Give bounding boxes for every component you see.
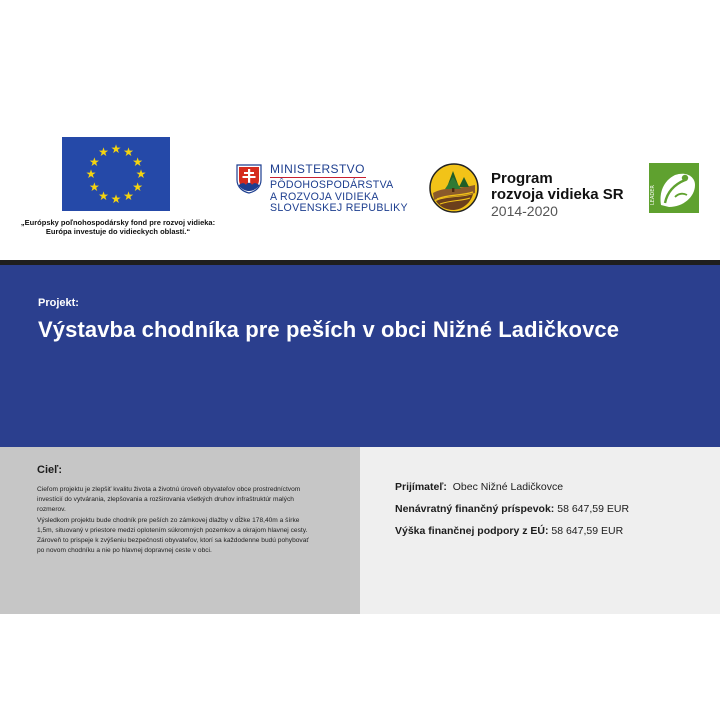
eu-star-icon: ★	[132, 154, 144, 169]
eu-caption-line1: „Európsky poľnohospodársky fond pre rozvoj vidieka:	[20, 218, 216, 227]
ministry-line3: A ROZVOJA VIDIEKA	[270, 190, 379, 203]
project-band	[0, 265, 720, 447]
goal-line: Cieľom projektu je zlepšiť kvalitu života a životnú úroveň obyvateľov obce prostredníctvom	[37, 486, 301, 493]
goal-text	[37, 485, 335, 556]
project-title: Výstavba chodníka pre peších v obci Nižné Ladičkovce	[38, 317, 620, 342]
goal-line: rozmerov.	[37, 506, 66, 514]
eu-star-icon: ★	[123, 145, 134, 160]
eu-star-icon: ★	[110, 142, 122, 156]
goal-heading: Cieľ:	[37, 464, 63, 476]
eu-support-label: Výška finančnej podpory z EÚ:	[395, 525, 549, 537]
eu-star-icon: ★	[88, 179, 100, 194]
eu-star-icon: ★	[132, 179, 144, 194]
eu-star-icon: ★	[110, 192, 122, 206]
prv-emblem-icon	[429, 163, 479, 213]
goal-line: investícií do vytvárania, zlepšovania a rozširovania všetkých druhov infraštruktúr malých	[37, 496, 294, 504]
goal-line: 1,5m, situovaný v priestore medzi oplotením súkromných pozemkov a okrajom hlavnej cesty.	[37, 526, 308, 534]
eu-star-icon: ★	[135, 167, 147, 181]
grant-label: Nenávratný finančný príspevok:	[395, 503, 555, 515]
eu-star-icon: ★	[98, 188, 109, 203]
program-years: 2014-2020	[491, 203, 558, 219]
goal-line: po novom chodníku a nie po hlavnej dopravnej ceste v obci.	[37, 547, 212, 555]
leader-logo-icon	[649, 163, 699, 213]
ministry-line4: SLOVENSKEJ REPUBLIKY	[270, 202, 408, 214]
eu-flag	[62, 137, 170, 211]
grant-row	[395, 503, 629, 515]
eu-star-icon: ★	[98, 145, 109, 160]
goal-line: Zároveň to prispeje k zvýšeniu bezpečnosti obyvateľov, ktorí sa každodenne budú pohybovať	[37, 537, 309, 545]
ministry-line2: PÔDOHOSPODÁRSTVA	[270, 179, 394, 191]
eu-caption-line2: Európa investuje do vidieckych oblastí.“	[45, 227, 191, 236]
ministry-subtitle	[270, 180, 408, 215]
slovak-coat-of-arms-icon	[236, 164, 262, 194]
program-title-line1: Program	[491, 170, 553, 187]
eu-support-value: 58 647,59 EUR	[551, 525, 624, 537]
eu-star-icon: ★	[85, 167, 97, 181]
eu-star-icon: ★	[88, 154, 100, 169]
recipient-value: Obec Nižné Ladičkovce	[452, 481, 564, 493]
program-title-line2: rozvoja vidieka SR	[491, 186, 624, 203]
eu-support-row	[395, 525, 623, 537]
recipient-row	[395, 481, 563, 493]
eu-star-icon: ★	[123, 188, 134, 203]
ministry-name: MINISTERSTVO	[270, 162, 365, 176]
goal-line: Výsledkom projektu bude chodník pre peších zo zámkovej dlažby v dĺžke 178,40m a šírke	[37, 516, 300, 524]
recipient-label: Prijímateľ:	[395, 481, 447, 493]
ministry-divider	[270, 177, 366, 178]
project-label: Projekt:	[38, 297, 79, 309]
grant-value: 58 647,59 EUR	[557, 503, 630, 515]
leader-label: LEADER	[650, 185, 656, 205]
eu-caption	[10, 218, 226, 236]
